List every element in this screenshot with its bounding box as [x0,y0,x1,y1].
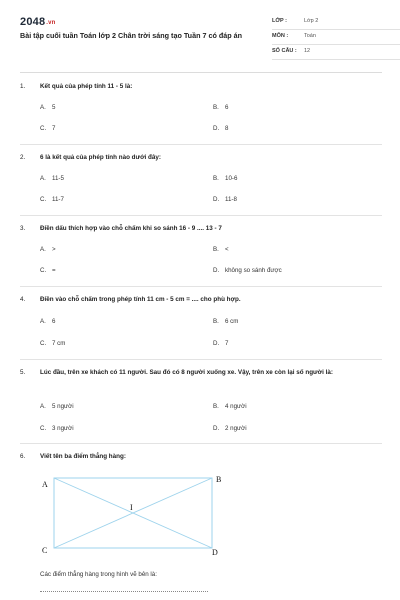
divider [20,144,382,145]
meta-key: SỐ CÂU : [272,48,297,54]
option-text: 11-7 [52,196,64,203]
meta-row-class [272,15,400,30]
question-number: 6. [20,453,26,460]
point-d-label: D [212,548,218,557]
question-number: 4. [20,296,26,303]
question-text: 6 là kết quả của phép tính nào dưới đây: [40,154,161,161]
option-letter: A. [40,318,46,325]
option-c[interactable] [40,425,74,432]
rectangle-diagram [40,474,230,558]
option-c[interactable] [40,125,55,132]
meta-row-subject [272,30,400,45]
option-d[interactable] [213,267,282,274]
option-letter: A. [40,104,46,111]
option-c[interactable] [40,267,56,274]
option-d[interactable] [213,125,228,132]
option-text: 2 người [225,425,247,432]
option-d[interactable] [213,196,237,203]
option-letter: C. [40,125,47,132]
option-c[interactable] [40,340,65,347]
option-a[interactable] [40,104,55,111]
divider [20,359,382,360]
question-header [20,368,382,388]
option-a[interactable] [40,318,55,325]
option-letter: A. [40,175,46,182]
question-text: Kết quả của phép tính 11 - 5 là: [40,83,133,90]
logo-text: 2048 [20,16,46,28]
option-b[interactable] [213,246,229,253]
option-d[interactable] [213,340,228,347]
question-number: 5. [20,369,26,376]
option-letter: D. [213,196,220,203]
meta-box [272,15,400,60]
option-letter: D. [213,267,220,274]
option-letter: A. [40,246,46,253]
option-letter: C. [40,340,47,347]
option-letter: C. [40,196,47,203]
option-text: 7 [52,125,56,132]
option-text: 5 [52,104,56,111]
option-c[interactable] [40,196,64,203]
option-text: 6 [52,318,56,325]
option-b[interactable] [213,104,228,111]
option-a[interactable] [40,246,56,253]
option-letter: D. [213,125,220,132]
question-text: Viết tên ba điểm thẳng hàng: [40,453,126,460]
option-text: > [52,246,56,253]
option-letter: B. [213,104,219,111]
question-text: Điền vào chỗ chấm trong phép tính 11 cm - 5 cm = .... cho phù hợp. [40,296,241,303]
option-letter: D. [213,425,220,432]
option-letter: B. [213,246,219,253]
meta-row-count [272,45,400,60]
document-header [20,0,382,73]
divider [20,286,382,287]
option-text: 8 [225,125,229,132]
option-text: không so sánh được [225,267,282,274]
option-letter: D. [213,340,220,347]
option-text: 10-6 [225,175,238,182]
option-text: 6 [225,104,229,111]
rectangle-figure [40,474,230,558]
divider [20,443,382,444]
option-a[interactable] [40,175,64,182]
meta-key: MÔN : [272,33,289,39]
option-text: = [52,267,56,274]
option-text: 7 [225,340,229,347]
option-b[interactable] [213,318,238,325]
option-d[interactable] [213,425,247,432]
option-letter: B. [213,175,219,182]
point-i-label: I [130,503,133,512]
figure-lines [54,478,212,548]
question-number: 3. [20,225,26,232]
question-number: 1. [20,83,26,90]
option-text: 3 người [52,425,74,432]
question-text: Điền dấu thích hợp vào chỗ chấm khi so sánh 16 - 9 .... 13 - 7 [40,225,222,232]
option-text: 11-8 [225,196,237,203]
meta-value: Lớp 2 [304,18,319,24]
meta-value: Toán [304,33,316,39]
page-title: Bài tập cuối tuần Toán lớp 2 Chân trời sáng tạo Tuần 7 có đáp án [20,31,243,40]
question-5 [20,368,382,432]
option-a[interactable] [40,403,74,410]
option-letter: C. [40,425,47,432]
question-text: Lúc đầu, trên xe khách có 11 người. Sau đó có 8 người xuống xe. Vậy, trên xe còn lại số người là: [40,369,333,376]
option-letter: B. [213,403,219,410]
answer-line[interactable] [40,591,208,592]
figure-caption: Các điểm thẳng hàng trong hình vẽ bên là: [40,571,157,578]
option-letter: A. [40,403,46,410]
point-b-label: B [216,475,222,484]
option-text: 11-5 [52,175,64,182]
option-text: 4 người [225,403,247,410]
option-text: < [225,246,229,253]
option-letter: B. [213,318,219,325]
option-text: 5 người [52,403,74,410]
option-b[interactable] [213,175,237,182]
option-text: 7 cm [52,340,66,347]
option-text: 6 cm [225,318,239,325]
meta-key: LỚP : [272,18,287,24]
option-b[interactable] [213,403,247,410]
logo-domain: .vn [46,20,56,26]
point-c-label: C [42,546,48,555]
point-a-label: A [42,480,48,489]
option-letter: C. [40,267,47,274]
question-number: 2. [20,154,26,161]
site-logo[interactable] [20,16,56,28]
meta-value: 12 [304,48,311,54]
divider [20,215,382,216]
